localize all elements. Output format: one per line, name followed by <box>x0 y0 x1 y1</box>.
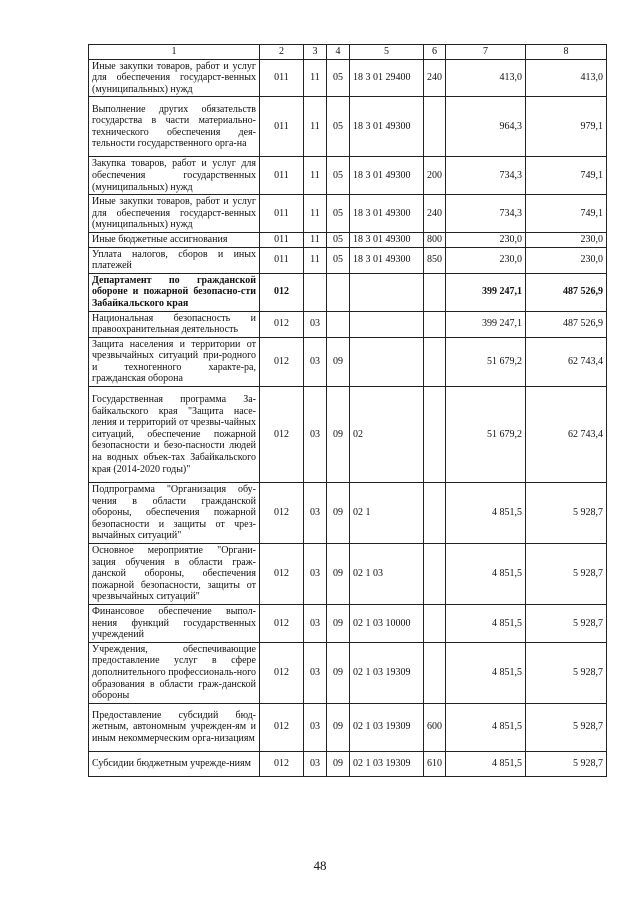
table-row <box>89 544 607 605</box>
subsection-cell: 09 <box>327 483 350 544</box>
subsection-cell: 05 <box>327 232 350 247</box>
target-article-cell: 18 3 01 49300 <box>350 247 424 273</box>
row-name-cell: Иные закупки товаров, работ и услуг для обеспечения государст-венных (муниципальных) нужд <box>89 59 260 97</box>
admin-code-cell: 011 <box>260 157 304 195</box>
admin-code-cell: 012 <box>260 751 304 776</box>
amount-2019-cell: 964,3 <box>446 97 526 157</box>
section-cell: 03 <box>304 605 327 643</box>
subsection-cell <box>327 273 350 311</box>
header-cell: 7 <box>446 45 526 60</box>
target-article-cell: 02 1 03 19309 <box>350 751 424 776</box>
expense-type-cell <box>424 273 446 311</box>
row-name-cell: Субсидии бюджетным учрежде-ниям <box>89 751 260 776</box>
section-cell: 03 <box>304 703 327 751</box>
admin-code-cell: 011 <box>260 59 304 97</box>
amount-2019-cell: 51 679,2 <box>446 337 526 386</box>
target-article-cell: 02 1 <box>350 483 424 544</box>
amount-2019-cell: 4 851,5 <box>446 605 526 643</box>
header-cell: 4 <box>327 45 350 60</box>
table-row <box>89 273 607 311</box>
row-name-cell: Государственная программа За-байкальского края "Защита насе-ления и территорий от чрезвы-чайных ситуаций, обеспечение пожарной безопасности и безо-пасности людей на водных объек-тах Забайкальского края (2014-2020 годы)" <box>89 387 260 483</box>
amount-2020-cell: 62 743,4 <box>526 387 607 483</box>
target-article-cell: 18 3 01 49300 <box>350 157 424 195</box>
row-name-cell: Подпрограмма "Организация обу-чения в области гражданской обороны, обеспечения пожарной безопасности и защиты от чрез-вычайных ситуаций" <box>89 483 260 544</box>
amount-2020-cell: 487 526,9 <box>526 273 607 311</box>
section-cell: 03 <box>304 483 327 544</box>
amount-2020-cell: 5 928,7 <box>526 605 607 643</box>
expense-type-cell <box>424 605 446 643</box>
row-name-cell: Иные бюджетные ассигнования <box>89 232 260 247</box>
amount-2019-cell: 4 851,5 <box>446 483 526 544</box>
table-body <box>89 45 607 777</box>
row-name-cell: Предоставление субсидий бюд-жетным, автономным учрежден-ям и иным некоммерческим орга-низациям <box>89 703 260 751</box>
amount-2020-cell: 62 743,4 <box>526 337 607 386</box>
row-name-cell: Основное мероприятие "Органи-зация обучения в области граж-данской обороны, обеспечения пожарной безопасности, защиты от чрезвычайных ситуаций" <box>89 544 260 605</box>
expense-type-cell: 240 <box>424 59 446 97</box>
section-cell: 11 <box>304 97 327 157</box>
header-cell: 1 <box>89 45 260 60</box>
amount-2020-cell: 5 928,7 <box>526 483 607 544</box>
admin-code-cell: 012 <box>260 273 304 311</box>
admin-code-cell: 012 <box>260 642 304 703</box>
amount-2019-cell: 230,0 <box>446 232 526 247</box>
table-row <box>89 337 607 386</box>
amount-2019-cell: 734,3 <box>446 157 526 195</box>
table-row <box>89 642 607 703</box>
expense-type-cell <box>424 483 446 544</box>
table-row <box>89 97 607 157</box>
section-cell: 11 <box>304 157 327 195</box>
target-article-cell: 02 1 03 <box>350 544 424 605</box>
target-article-cell: 02 1 03 19309 <box>350 642 424 703</box>
section-cell: 03 <box>304 311 327 337</box>
expense-type-cell: 800 <box>424 232 446 247</box>
amount-2020-cell: 230,0 <box>526 247 607 273</box>
subsection-cell <box>327 311 350 337</box>
target-article-cell: 02 1 03 10000 <box>350 605 424 643</box>
table-row <box>89 157 607 195</box>
admin-code-cell: 012 <box>260 337 304 386</box>
admin-code-cell: 012 <box>260 387 304 483</box>
expense-type-cell <box>424 387 446 483</box>
target-article-cell: 18 3 01 49300 <box>350 232 424 247</box>
expense-type-cell <box>424 311 446 337</box>
section-cell: 11 <box>304 247 327 273</box>
row-name-cell: Финансовое обеспечение выпол-нения функций государственных учреждений <box>89 605 260 643</box>
expense-type-cell <box>424 544 446 605</box>
amount-2019-cell: 413,0 <box>446 59 526 97</box>
table-row <box>89 483 607 544</box>
table-header-row <box>89 45 607 60</box>
amount-2020-cell: 5 928,7 <box>526 642 607 703</box>
target-article-cell: 18 3 01 49300 <box>350 97 424 157</box>
subsection-cell: 09 <box>327 337 350 386</box>
subsection-cell: 09 <box>327 703 350 751</box>
expense-type-cell <box>424 642 446 703</box>
amount-2020-cell: 749,1 <box>526 157 607 195</box>
target-article-cell <box>350 273 424 311</box>
amount-2019-cell: 4 851,5 <box>446 703 526 751</box>
row-name-cell: Закупка товаров, работ и услуг для обеспечения государственных (муниципальных) нужд <box>89 157 260 195</box>
row-name-cell: Уплата налогов, сборов и иных платежей <box>89 247 260 273</box>
target-article-cell: 02 1 03 19309 <box>350 703 424 751</box>
expense-type-cell <box>424 97 446 157</box>
expense-type-cell: 610 <box>424 751 446 776</box>
admin-code-cell: 011 <box>260 247 304 273</box>
header-cell: 8 <box>526 45 607 60</box>
table-row <box>89 232 607 247</box>
subsection-cell: 09 <box>327 387 350 483</box>
admin-code-cell: 012 <box>260 544 304 605</box>
row-name-cell: Национальная безопасность и правоохранительная деятельность <box>89 311 260 337</box>
amount-2020-cell: 230,0 <box>526 232 607 247</box>
section-cell: 03 <box>304 751 327 776</box>
section-cell: 03 <box>304 544 327 605</box>
subsection-cell: 05 <box>327 195 350 233</box>
table-row <box>89 751 607 776</box>
expense-type-cell: 240 <box>424 195 446 233</box>
row-name-cell: Выполнение других обязательств государства в части материально-технического обеспечения дея-тельности государственного орга-на <box>89 97 260 157</box>
section-cell: 03 <box>304 387 327 483</box>
admin-code-cell: 012 <box>260 483 304 544</box>
amount-2019-cell: 4 851,5 <box>446 642 526 703</box>
table-row <box>89 195 607 233</box>
amount-2019-cell: 4 851,5 <box>446 544 526 605</box>
admin-code-cell: 011 <box>260 195 304 233</box>
header-cell: 3 <box>304 45 327 60</box>
amount-2020-cell: 5 928,7 <box>526 751 607 776</box>
section-cell: 11 <box>304 195 327 233</box>
target-article-cell <box>350 311 424 337</box>
subsection-cell: 09 <box>327 544 350 605</box>
subsection-cell: 09 <box>327 605 350 643</box>
admin-code-cell: 011 <box>260 232 304 247</box>
budget-table <box>88 44 607 777</box>
expense-type-cell: 200 <box>424 157 446 195</box>
amount-2019-cell: 399 247,1 <box>446 311 526 337</box>
row-name-cell: Защита населения и территории от чрезвычайных ситуаций при-родного и техногенного характе-ра, гражданская оборона <box>89 337 260 386</box>
page-number: 48 <box>313 858 327 873</box>
expense-type-cell: 850 <box>424 247 446 273</box>
admin-code-cell: 011 <box>260 97 304 157</box>
admin-code-cell: 012 <box>260 605 304 643</box>
subsection-cell: 05 <box>327 97 350 157</box>
row-name-cell: Иные закупки товаров, работ и услуг для обеспечения государст-венных (муниципальных) нужд <box>89 195 260 233</box>
section-cell: 11 <box>304 232 327 247</box>
target-article-cell: 18 3 01 29400 <box>350 59 424 97</box>
amount-2020-cell: 5 928,7 <box>526 703 607 751</box>
target-article-cell <box>350 337 424 386</box>
section-cell <box>304 273 327 311</box>
table-row <box>89 311 607 337</box>
row-name-cell: Учреждения, обеспечивающие предоставление услуг в сфере дополнительного профессиональ-ного образования в области граж-данской обороны <box>89 642 260 703</box>
section-cell: 03 <box>304 642 327 703</box>
admin-code-cell: 012 <box>260 311 304 337</box>
expense-type-cell: 600 <box>424 703 446 751</box>
amount-2019-cell: 4 851,5 <box>446 751 526 776</box>
target-article-cell: 02 <box>350 387 424 483</box>
amount-2019-cell: 51 679,2 <box>446 387 526 483</box>
header-cell: 6 <box>424 45 446 60</box>
header-cell: 5 <box>350 45 424 60</box>
table-row <box>89 387 607 483</box>
subsection-cell: 05 <box>327 247 350 273</box>
amount-2020-cell: 413,0 <box>526 59 607 97</box>
table-row <box>89 605 607 643</box>
amount-2019-cell: 399 247,1 <box>446 273 526 311</box>
section-cell: 03 <box>304 337 327 386</box>
table-row <box>89 59 607 97</box>
target-article-cell: 18 3 01 49300 <box>350 195 424 233</box>
amount-2019-cell: 734,3 <box>446 195 526 233</box>
subsection-cell: 05 <box>327 59 350 97</box>
subsection-cell: 09 <box>327 751 350 776</box>
subsection-cell: 09 <box>327 642 350 703</box>
subsection-cell: 05 <box>327 157 350 195</box>
amount-2019-cell: 230,0 <box>446 247 526 273</box>
amount-2020-cell: 979,1 <box>526 97 607 157</box>
table-row <box>89 703 607 751</box>
table-row <box>89 247 607 273</box>
amount-2020-cell: 487 526,9 <box>526 311 607 337</box>
amount-2020-cell: 749,1 <box>526 195 607 233</box>
expense-type-cell <box>424 337 446 386</box>
section-cell: 11 <box>304 59 327 97</box>
row-name-cell: Департамент по гражданской обороне и пожарной безопасно-сти Забайкальского края <box>89 273 260 311</box>
amount-2020-cell: 5 928,7 <box>526 544 607 605</box>
admin-code-cell: 012 <box>260 703 304 751</box>
header-cell: 2 <box>260 45 304 60</box>
